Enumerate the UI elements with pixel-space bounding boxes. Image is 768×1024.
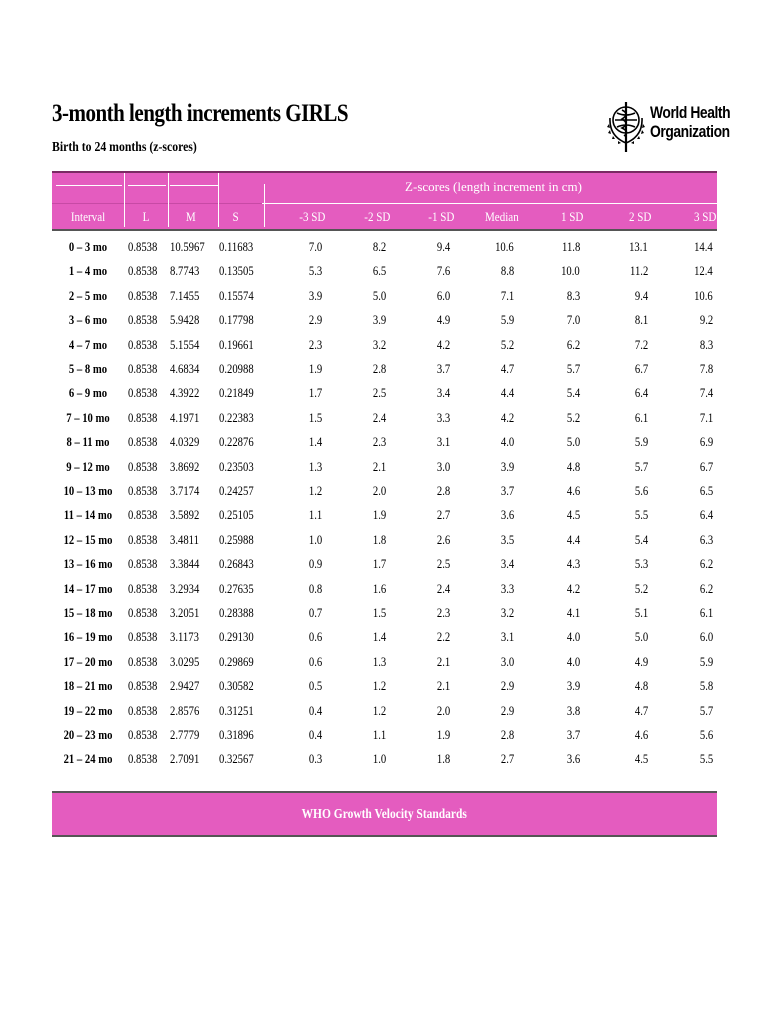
page-title: 3-month length increments GIRLS: [52, 100, 349, 127]
table-cell: 0.8538: [128, 483, 158, 498]
table-cell: 2.9: [500, 678, 514, 694]
table-cell: 0.4: [308, 727, 322, 742]
table-cell: 2.7779: [170, 727, 200, 742]
table-cell: 0.25105: [219, 507, 254, 523]
interval-cell: 0 – 3 mo: [68, 239, 108, 254]
table-cell: 5.5: [634, 507, 648, 523]
table-cell: 0.8538: [128, 263, 158, 279]
table-cell: 0.8538: [128, 409, 158, 425]
table-cell: 1.3: [372, 653, 386, 669]
table-cell: 3.0: [436, 458, 450, 474]
table-row: [52, 479, 717, 503]
table-cell: 3.7174: [170, 483, 200, 498]
table-cell: 3.7: [566, 727, 580, 742]
who-logo: [606, 96, 731, 160]
table-row: [52, 577, 717, 601]
table-cell: 3.4811: [170, 531, 199, 547]
table-cell: 3.3: [436, 409, 450, 425]
table-cell: 6.5: [372, 263, 386, 279]
table-cell: 4.9: [436, 312, 450, 328]
table-cell: 3.2051: [170, 605, 200, 620]
column-header: -2 SD: [364, 209, 391, 224]
table-cell: 0.5: [308, 678, 322, 694]
interval-cell: 4 – 7 mo: [68, 336, 108, 352]
growth-table: [52, 171, 717, 837]
table-cell: 3.3: [500, 580, 514, 596]
table-cell: 6.4: [634, 385, 648, 401]
table-cell: 3.8: [566, 702, 580, 718]
table-cell: 0.8538: [128, 531, 158, 547]
table-cell: 10.6: [694, 287, 713, 303]
table-cell: 2.6: [436, 531, 450, 547]
table-cell: 3.8692: [170, 458, 200, 474]
interval-cell: 2 – 5 mo: [68, 287, 108, 303]
table-cell: 4.2: [566, 580, 580, 596]
table-footer: [52, 791, 717, 837]
table-cell: 0.21849: [219, 385, 254, 401]
table-cell: 2.4: [436, 580, 450, 596]
column-header: 1 SD: [560, 209, 584, 224]
interval-cell: 10 – 13 mo: [63, 483, 113, 498]
table-cell: 4.3922: [170, 385, 200, 401]
table-cell: 5.7: [699, 702, 713, 718]
column-header: Median: [484, 209, 519, 224]
table-cell: 2.8: [436, 483, 450, 498]
table-cell: 0.3: [308, 751, 322, 767]
table-row: [52, 528, 717, 552]
table-row: [52, 650, 717, 674]
table-cell: 4.4: [566, 531, 580, 547]
table-cell: 0.8538: [128, 702, 158, 718]
table-cell: 5.8: [699, 678, 713, 694]
column-header: -3 SD: [299, 209, 326, 224]
table-cell: 1.2: [308, 483, 322, 498]
table-cell: 0.13505: [219, 263, 254, 279]
table-cell: 1.0: [372, 751, 386, 767]
table-cell: 5.4: [566, 385, 580, 401]
table-cell: 7.8: [699, 361, 713, 376]
table-cell: 6.0: [699, 629, 713, 645]
table-cell: 0.8538: [128, 385, 158, 401]
table-cell: 9.4: [436, 239, 450, 254]
table-cell: 3.9: [500, 458, 514, 474]
table-cell: 3.9: [566, 678, 580, 694]
table-cell: 4.9: [634, 653, 648, 669]
table-cell: 3.0295: [170, 653, 200, 669]
table-cell: 0.17798: [219, 312, 254, 328]
table-cell: 1.1: [372, 727, 386, 742]
table-cell: 5.6: [634, 483, 648, 498]
table-cell: 6.1: [634, 409, 648, 425]
table-cell: 1.4: [372, 629, 386, 645]
table-cell: 4.4: [500, 385, 514, 401]
table-cell: 1.1: [308, 507, 322, 523]
table-cell: 0.4: [308, 702, 322, 718]
interval-cell: 5 – 8 mo: [68, 361, 108, 376]
page-subtitle: Birth to 24 months (z-scores): [52, 140, 197, 155]
interval-cell: 8 – 11 mo: [66, 434, 110, 450]
table-cell: 4.6: [634, 727, 648, 742]
table-cell: 6.7: [699, 458, 713, 474]
table-cell: 0.24257: [219, 483, 254, 498]
interval-cell: 19 – 22 mo: [63, 702, 113, 718]
table-cell: 0.31896: [219, 727, 254, 742]
table-cell: 1.3: [308, 458, 322, 474]
table-cell: 14.4: [694, 239, 713, 254]
table-cell: 6.2: [699, 580, 713, 596]
table-cell: 0.31251: [219, 702, 254, 718]
table-cell: 0.28388: [219, 605, 254, 620]
table-cell: 3.2934: [170, 580, 200, 596]
table-cell: 6.3: [699, 531, 713, 547]
table-cell: 3.9: [308, 287, 322, 303]
interval-cell: 1 – 4 mo: [68, 263, 108, 279]
table-cell: 0.8538: [128, 727, 158, 742]
table-cell: 0.8538: [128, 653, 158, 669]
table-cell: 0.9: [308, 556, 322, 572]
interval-cell: 6 – 9 mo: [68, 385, 108, 401]
table-cell: 6.4: [699, 507, 713, 523]
table-cell: 0.8538: [128, 312, 158, 328]
interval-cell: 9 – 12 mo: [66, 458, 110, 474]
table-cell: 5.9428: [170, 312, 200, 328]
table-cell: 12.4: [694, 263, 713, 279]
table-cell: 0.7: [308, 605, 322, 620]
table-cell: 0.8538: [128, 239, 158, 254]
table-cell: 3.3844: [170, 556, 200, 572]
table-cell: 4.2: [500, 409, 514, 425]
table-cell: 3.2: [372, 336, 386, 352]
table-cell: 0.23503: [219, 458, 254, 474]
table-cell: 1.5: [372, 605, 386, 620]
table-cell: 1.0: [308, 531, 322, 547]
table-cell: 2.8: [500, 727, 514, 742]
table-cell: 3.6: [566, 751, 580, 767]
table-cell: 3.7: [500, 483, 514, 498]
table-cell: 2.0: [436, 702, 450, 718]
table-cell: 5.9: [500, 312, 514, 328]
table-cell: 9.4: [634, 287, 648, 303]
table-cell: 10.5967: [170, 239, 205, 254]
table-cell: 1.9: [372, 507, 386, 523]
table-row: [52, 235, 717, 259]
table-cell: 8.3: [566, 287, 580, 303]
table-cell: 4.7: [634, 702, 648, 718]
table-cell: 2.9: [308, 312, 322, 328]
footer-label: WHO Growth Velocity Standards: [301, 806, 468, 821]
table-cell: 10.6: [495, 239, 514, 254]
table-cell: 3.9: [372, 312, 386, 328]
table-cell: 5.3: [634, 556, 648, 572]
table-cell: 3.7: [436, 361, 450, 376]
table-cell: 8.8: [500, 263, 514, 279]
table-cell: 0.30582: [219, 678, 254, 694]
table-cell: 3.6: [500, 507, 514, 523]
table-body: [52, 231, 717, 791]
table-row: [52, 747, 717, 771]
table-cell: 0.8538: [128, 751, 158, 767]
table-cell: 0.8538: [128, 556, 158, 572]
logo-line1: World Health: [650, 104, 731, 122]
table-cell: 0.22383: [219, 409, 254, 425]
table-cell: 0.26843: [219, 556, 254, 572]
table-cell: 0.8538: [128, 629, 158, 645]
table-cell: 4.6: [566, 483, 580, 498]
interval-cell: 3 – 6 mo: [68, 312, 108, 328]
table-cell: 2.1: [436, 678, 450, 694]
interval-cell: 20 – 23 mo: [63, 727, 113, 742]
table-row: [52, 357, 717, 381]
table-cell: 3.4: [436, 385, 450, 401]
table-cell: 6.7: [634, 361, 648, 376]
table-cell: 4.7: [500, 361, 514, 376]
table-cell: 1.5: [308, 409, 322, 425]
table-cell: 4.0: [566, 629, 580, 645]
table-row: [52, 406, 717, 430]
table-row: [52, 503, 717, 527]
zscore-group-header: Z-scores (length increment in cm): [405, 179, 582, 194]
table-cell: 2.9: [500, 702, 514, 718]
table-cell: 2.4: [372, 409, 386, 425]
table-cell: 4.8: [634, 678, 648, 694]
interval-cell: 18 – 21 mo: [63, 678, 113, 694]
table-cell: 5.5: [699, 751, 713, 767]
table-cell: 3.2: [500, 605, 514, 620]
table-cell: 1.8: [372, 531, 386, 547]
interval-cell: 15 – 18 mo: [63, 605, 113, 620]
table-cell: 4.5: [634, 751, 648, 767]
table-cell: 6.0: [436, 287, 450, 303]
table-cell: 0.27635: [219, 580, 254, 596]
table-cell: 3.5: [500, 531, 514, 547]
table-cell: 2.5: [372, 385, 386, 401]
table-cell: 5.1: [634, 605, 648, 620]
table-cell: 2.3: [436, 605, 450, 620]
table-cell: 2.8: [372, 361, 386, 376]
table-cell: 6.2: [566, 336, 580, 352]
table-cell: 7.1: [500, 287, 514, 303]
table-cell: 11.2: [629, 263, 648, 279]
table-cell: 0.6: [308, 653, 322, 669]
interval-cell: 13 – 16 mo: [63, 556, 113, 572]
table-cell: 6.2: [699, 556, 713, 572]
table-cell: 0.8538: [128, 580, 158, 596]
table-cell: 9.2: [699, 312, 713, 328]
interval-cell: 16 – 19 mo: [63, 629, 113, 645]
table-cell: 2.3: [372, 434, 386, 450]
table-cell: 6.5: [699, 483, 713, 498]
table-cell: 5.9: [699, 653, 713, 669]
table-row: [52, 430, 717, 454]
table-cell: 5.7: [566, 361, 580, 376]
table-row: [52, 381, 717, 405]
column-header: S: [232, 209, 239, 224]
table-cell: 7.0: [308, 239, 322, 254]
table-cell: 5.9: [634, 434, 648, 450]
table-cell: 7.0: [566, 312, 580, 328]
table-cell: 11.8: [561, 239, 580, 254]
table-cell: 0.20988: [219, 361, 254, 376]
table-cell: 5.1554: [170, 336, 200, 352]
table-cell: 5.7: [634, 458, 648, 474]
table-cell: 3.5892: [170, 507, 200, 523]
table-row: [52, 333, 717, 357]
column-header: 3 SD: [693, 209, 717, 224]
table-cell: 0.8538: [128, 605, 158, 620]
table-cell: 8.7743: [170, 263, 200, 279]
table-cell: 8.3: [699, 336, 713, 352]
table-cell: 0.19661: [219, 336, 254, 352]
table-cell: 1.2: [372, 678, 386, 694]
table-cell: 1.4: [308, 434, 322, 450]
table-cell: 7.1: [699, 409, 713, 425]
table-cell: 5.3: [308, 263, 322, 279]
table-cell: 1.6: [372, 580, 386, 596]
table-row: [52, 699, 717, 723]
table-cell: 5.0: [372, 287, 386, 303]
table-cell: 2.9427: [170, 678, 200, 694]
column-header: Interval: [70, 209, 106, 224]
table-cell: 5.2: [500, 336, 514, 352]
table-cell: 0.8538: [128, 434, 158, 450]
table-cell: 8.2: [372, 239, 386, 254]
table-cell: 2.8576: [170, 702, 200, 718]
table-cell: 2.7: [436, 507, 450, 523]
table-cell: 0.15574: [219, 287, 254, 303]
table-row: [52, 601, 717, 625]
table-cell: 8.1: [634, 312, 648, 328]
table-cell: 6.9: [699, 434, 713, 450]
table-cell: 2.7: [500, 751, 514, 767]
column-header: L: [142, 209, 150, 224]
column-header: 2 SD: [628, 209, 652, 224]
table-cell: 0.8538: [128, 507, 158, 523]
table-cell: 2.0: [372, 483, 386, 498]
table-cell: 10.0: [561, 263, 580, 279]
table-cell: 0.29869: [219, 653, 254, 669]
table-row: [52, 723, 717, 747]
table-cell: 0.25988: [219, 531, 254, 547]
table-cell: 4.8: [566, 458, 580, 474]
table-cell: 5.0: [634, 629, 648, 645]
table-row: [52, 284, 717, 308]
table-row: [52, 674, 717, 698]
table-cell: 0.8538: [128, 336, 158, 352]
table-cell: 5.2: [566, 409, 580, 425]
table-cell: 0.8: [308, 580, 322, 596]
table-row: [52, 455, 717, 479]
table-cell: 2.3: [308, 336, 322, 352]
table-cell: 3.1: [500, 629, 514, 645]
table-cell: 1.9: [436, 727, 450, 742]
table-cell: 5.2: [634, 580, 648, 596]
table-cell: 4.2: [436, 336, 450, 352]
table-row: [52, 625, 717, 649]
table-cell: 7.2: [634, 336, 648, 352]
table-cell: 2.1: [372, 458, 386, 474]
table-cell: 4.0: [500, 434, 514, 450]
table-cell: 4.1971: [170, 409, 200, 425]
table-cell: 0.8538: [128, 361, 158, 376]
table-cell: 5.4: [634, 531, 648, 547]
table-cell: 0.8538: [128, 678, 158, 694]
table-cell: 3.4: [500, 556, 514, 572]
table-row: [52, 552, 717, 576]
table-cell: 1.9: [308, 361, 322, 376]
table-cell: 2.5: [436, 556, 450, 572]
interval-cell: 12 – 15 mo: [63, 531, 113, 547]
table-cell: 0.32567: [219, 751, 254, 767]
table-cell: 0.22876: [219, 434, 254, 450]
table-cell: 2.2: [436, 629, 450, 645]
table-cell: 3.1: [436, 434, 450, 450]
table-cell: 0.29130: [219, 629, 254, 645]
table-cell: 5.6: [699, 727, 713, 742]
table-cell: 4.6834: [170, 361, 200, 376]
table-cell: 7.4: [699, 385, 713, 401]
table-cell: 3.1173: [170, 629, 199, 645]
table-cell: 0.6: [308, 629, 322, 645]
table-cell: 4.5: [566, 507, 580, 523]
logo-line2: Organization: [650, 123, 730, 141]
table-cell: 4.0329: [170, 434, 200, 450]
table-cell: 2.1: [436, 653, 450, 669]
interval-cell: 11 – 14 mo: [63, 507, 113, 523]
interval-cell: 14 – 17 mo: [63, 580, 113, 596]
table-header-row: [52, 203, 717, 231]
interval-cell: 7 – 10 mo: [66, 409, 110, 425]
table-cell: 13.1: [629, 239, 648, 254]
table-header-group-row: [52, 171, 717, 203]
table-cell: 7.6: [436, 263, 450, 279]
table-cell: 4.0: [566, 653, 580, 669]
table-cell: 4.1: [566, 605, 580, 620]
column-header: -1 SD: [428, 209, 455, 224]
table-cell: 3.0: [500, 653, 514, 669]
table-cell: 1.8: [436, 751, 450, 767]
table-row: [52, 259, 717, 283]
interval-cell: 21 – 24 mo: [63, 751, 113, 767]
table-cell: 1.7: [308, 385, 322, 401]
table-cell: 7.1455: [170, 287, 200, 303]
table-cell: 1.2: [372, 702, 386, 718]
table-cell: 4.3: [566, 556, 580, 572]
interval-cell: 17 – 20 mo: [63, 653, 113, 669]
table-cell: 1.7: [372, 556, 386, 572]
table-cell: 2.7091: [170, 751, 200, 767]
table-cell: 5.0: [566, 434, 580, 450]
column-header: M: [185, 209, 196, 224]
table-cell: 0.8538: [128, 458, 158, 474]
table-cell: 0.8538: [128, 287, 158, 303]
table-row: [52, 308, 717, 332]
table-cell: 0.11683: [219, 239, 254, 254]
table-cell: 6.1: [699, 605, 713, 620]
who-emblem-icon: [606, 96, 646, 158]
